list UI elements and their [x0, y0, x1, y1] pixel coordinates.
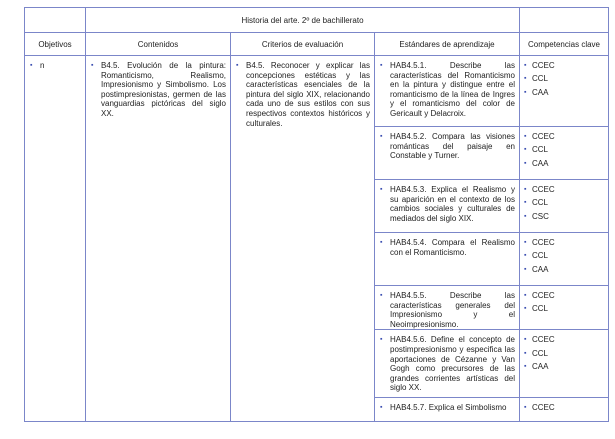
objetivo-text: ▪ n: [25, 56, 85, 71]
competencia-item: ▪ CAA: [520, 362, 608, 371]
estandar-text: ▪ HAB4.5.2. Compara las visiones románticas del paisaje en Constable y Turner.: [375, 127, 519, 161]
competencias-list: [520, 180, 608, 229]
competencias-cell: [520, 127, 609, 180]
table-title: Historia del arte. 2º de bachillerato: [86, 8, 520, 33]
competencias-cell: [520, 286, 609, 330]
competencias-cell: [520, 180, 609, 233]
estandar-text: ▪ HAB4.5.6. Define el concepto de postimpresionismo y especifica las aportaciones de Cézanne y Van Gogh como precursores de las grandes corrientes artísticas del siglo XX.: [375, 330, 519, 393]
estandar-text: ▪ HAB4.5.3. Explica el Realismo y su aparición en el contexto de los cambios sociales y culturales de mediados del siglo XIX.: [375, 180, 519, 223]
estandar-cell: [375, 286, 520, 330]
header-row: [25, 33, 609, 56]
competencias-list: [520, 56, 608, 105]
estandar-text: ▪ HAB4.5.5. Describe las características generales del Impresionismo y el Neoimpresionismo.: [375, 286, 519, 329]
estandar-cell: [375, 180, 520, 233]
competencia-item: ▪ CCL: [520, 198, 608, 207]
estandar-cell: [375, 233, 520, 286]
competencia-item: ▪ CCEC: [520, 185, 608, 194]
competencia-item: ▪ CCL: [520, 349, 608, 358]
competencias-cell: [520, 56, 609, 127]
contenido-text: ▪ B4.5. Evolución de la pintura: Romanticismo, Realismo, Impresionismo y Simbolismo. Los postimpresionistas, germen de las vanguardias pictóricas del siglo XX.: [86, 56, 230, 119]
header-objetivos: Objetivos: [25, 33, 86, 56]
curriculum-table: [24, 7, 609, 422]
competencia-item: ▪ CAA: [520, 265, 608, 274]
objetivo-cell: [25, 56, 86, 422]
title-row: [25, 8, 609, 33]
header-criterios: Criterios de evaluación: [231, 33, 375, 56]
estandar-cell: [375, 127, 520, 180]
competencias-list: [520, 398, 608, 420]
estandar-cell: [375, 398, 520, 422]
competencia-item: ▪ CSC: [520, 212, 608, 221]
contenido-cell: [86, 56, 231, 422]
estandar-cell: [375, 56, 520, 127]
competencia-item: ▪ CCL: [520, 251, 608, 260]
header-competencias: Competencias clave: [520, 33, 609, 56]
competencia-item: ▪ CCEC: [520, 132, 608, 141]
competencia-item: ▪ CAA: [520, 88, 608, 97]
competencia-item: ▪ CCL: [520, 304, 608, 313]
competencia-item: ▪ CCL: [520, 74, 608, 83]
competencia-item: ▪ CCEC: [520, 335, 608, 344]
competencia-item: ▪ CCL: [520, 145, 608, 154]
criterio-cell: [231, 56, 375, 422]
competencias-list: [520, 286, 608, 322]
competencia-item: ▪ CAA: [520, 159, 608, 168]
estandar-text: ▪ HAB4.5.1. Describe las características del Romanticismo en la pintura y distingue entre el romanticismo de la línea de Ingres y el romanticismo del color de Gericault y Delacroix.: [375, 56, 519, 119]
estandar-cell: [375, 330, 520, 398]
competencias-list: [520, 127, 608, 176]
competencias-list: [520, 233, 608, 282]
title-blank-cell-right: [520, 8, 609, 33]
competencia-item: ▪ CCEC: [520, 291, 608, 300]
competencia-item: ▪ CCEC: [520, 238, 608, 247]
competencia-item: ▪ CCEC: [520, 61, 608, 70]
competencias-list: [520, 330, 608, 379]
competencia-item: ▪ CCEC: [520, 403, 608, 412]
estandar-text: ▪ HAB4.5.4. Compara el Realismo con el Romanticismo.: [375, 233, 519, 257]
header-estandares: Estándares de aprendizaje: [375, 33, 520, 56]
header-contenidos: Contenidos: [86, 33, 231, 56]
table-row: [25, 56, 609, 127]
criterio-text: ▪ B4.5. Reconocer y explicar las concepciones estéticas y las características esenciales de la pintura del siglo XIX, relacionando cada uno de sus estilos con sus respectivos contextos históricos y culturales.: [231, 56, 374, 128]
competencias-cell: [520, 330, 609, 398]
estandar-text: ▪ HAB4.5.7. Explica el Simbolismo: [375, 398, 519, 413]
competencias-cell: [520, 398, 609, 422]
title-blank-cell: [25, 8, 86, 33]
competencias-cell: [520, 233, 609, 286]
